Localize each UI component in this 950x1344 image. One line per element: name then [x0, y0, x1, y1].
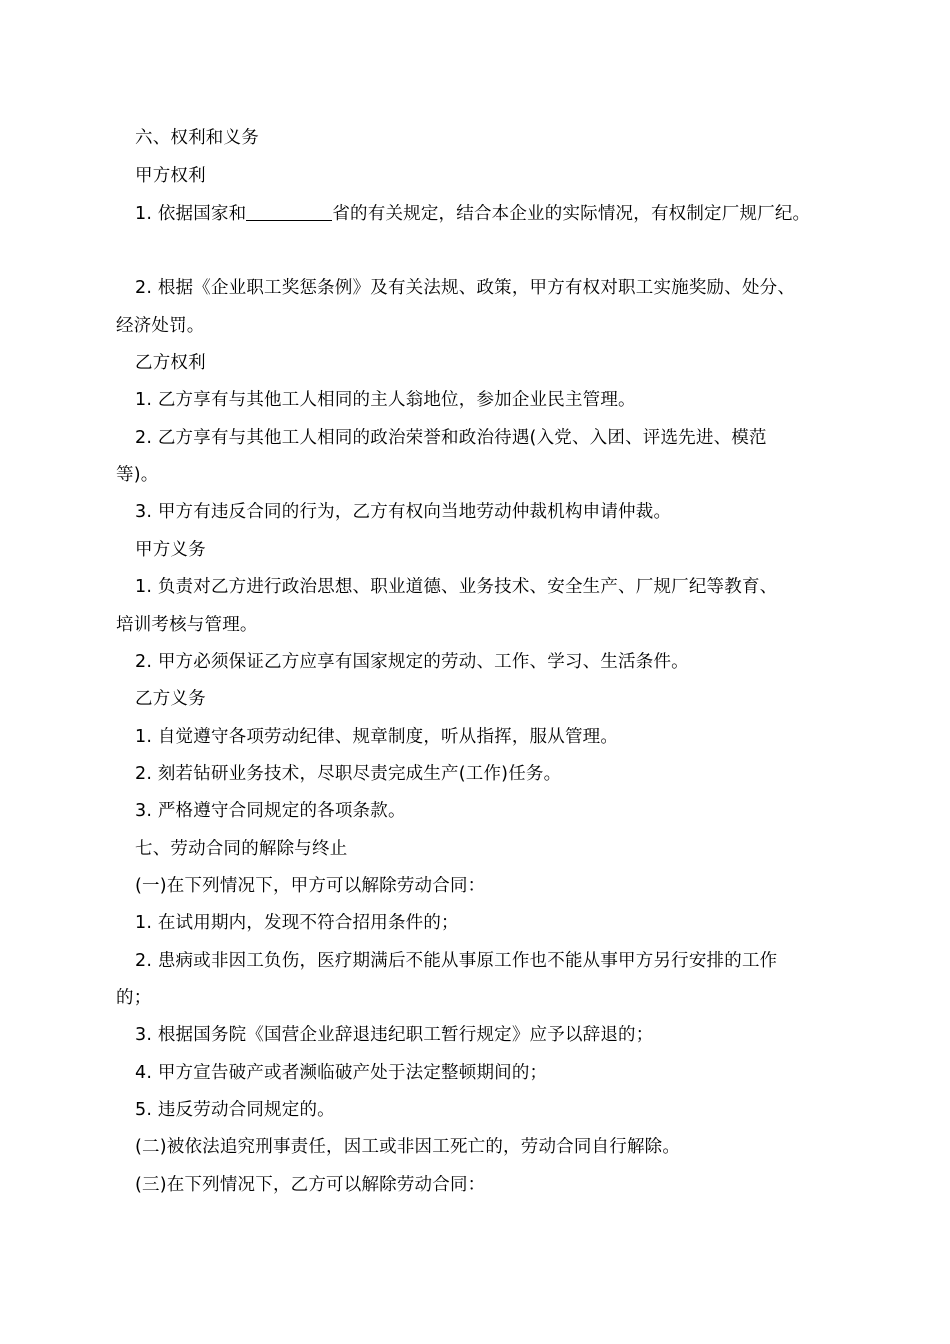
- paragraph-line: 2. 患病或非因工负伤，医疗期满后不能从事原工作也不能从事甲方另行安排的工作: [135, 951, 778, 971]
- paragraph-line: [135, 201, 875, 227]
- paragraph-continuation: 等)。: [116, 465, 159, 485]
- paragraph-continuation: 培训考核与管理。: [116, 615, 258, 635]
- paragraph-line: 4. 甲方宣告破产或者濒临破产处于法定整顿期间的；: [135, 1063, 548, 1083]
- paragraph-continuation: 经济处罚。: [116, 316, 205, 336]
- text-after-blank: 省的有关规定，结合本企业的实际情况，有权制定厂规厂纪。: [332, 204, 811, 224]
- paragraph-line: 2. 刻若钻研业务技术，尽职尽责完成生产(工作)任务。: [135, 764, 562, 784]
- paragraph-line: 1. 乙方享有与其他工人相同的主人翁地位，参加企业民主管理。: [135, 390, 636, 410]
- paragraph-line: 2. 乙方享有与其他工人相同的政治荣誉和政治待遇(入党、入团、评选先进、模范: [135, 428, 767, 448]
- paragraph-line: (三)在下列情况下，乙方可以解除劳动合同：: [135, 1175, 486, 1195]
- paragraph-line: 2. 根据《企业职工奖惩条例》及有关法规、政策，甲方有权对职工实施奖励、处分、: [135, 278, 796, 298]
- subheading-party-b-obligations: 乙方义务: [135, 689, 206, 709]
- subheading-party-b-rights: 乙方权利: [135, 353, 206, 373]
- fill-in-blank: [246, 202, 332, 221]
- paragraph-line: 3. 根据国务院《国营企业辞退违纪职工暂行规定》应予以辞退的；: [135, 1025, 654, 1045]
- paragraph-continuation: 的；: [116, 988, 152, 1008]
- subheading-party-a-obligations: 甲方义务: [135, 540, 206, 560]
- paragraph-line: 1. 在试用期内，发现不符合招用条件的；: [135, 913, 459, 933]
- paragraph-line: (一)在下列情况下，甲方可以解除劳动合同：: [135, 876, 486, 896]
- text-before-blank: 1. 依据国家和: [135, 204, 247, 224]
- paragraph-line: 3. 甲方有违反合同的行为，乙方有权向当地劳动仲裁机构申请仲裁。: [135, 502, 672, 522]
- paragraph-line: 1. 自觉遵守各项劳动纪律、规章制度，听从指挥，服从管理。: [135, 727, 619, 747]
- paragraph-line: 1. 负责对乙方进行政治思想、职业道德、业务技术、安全生产、厂规厂纪等教育、: [135, 577, 778, 597]
- paragraph-line: 3. 严格遵守合同规定的各项条款。: [135, 801, 406, 821]
- subheading-party-a-rights: 甲方权利: [135, 166, 206, 186]
- section-heading-6: 六、权利和义务: [135, 128, 259, 148]
- paragraph-line: 5. 违反劳动合同规定的。: [135, 1100, 335, 1120]
- section-heading-7: 七、劳动合同的解除与终止: [135, 839, 348, 859]
- paragraph-line: 2. 甲方必须保证乙方应享有国家规定的劳动、工作、学习、生活条件。: [135, 652, 689, 672]
- paragraph-line: (二)被依法追究刑事责任，因工或非因工死亡的，劳动合同自行解除。: [135, 1137, 681, 1157]
